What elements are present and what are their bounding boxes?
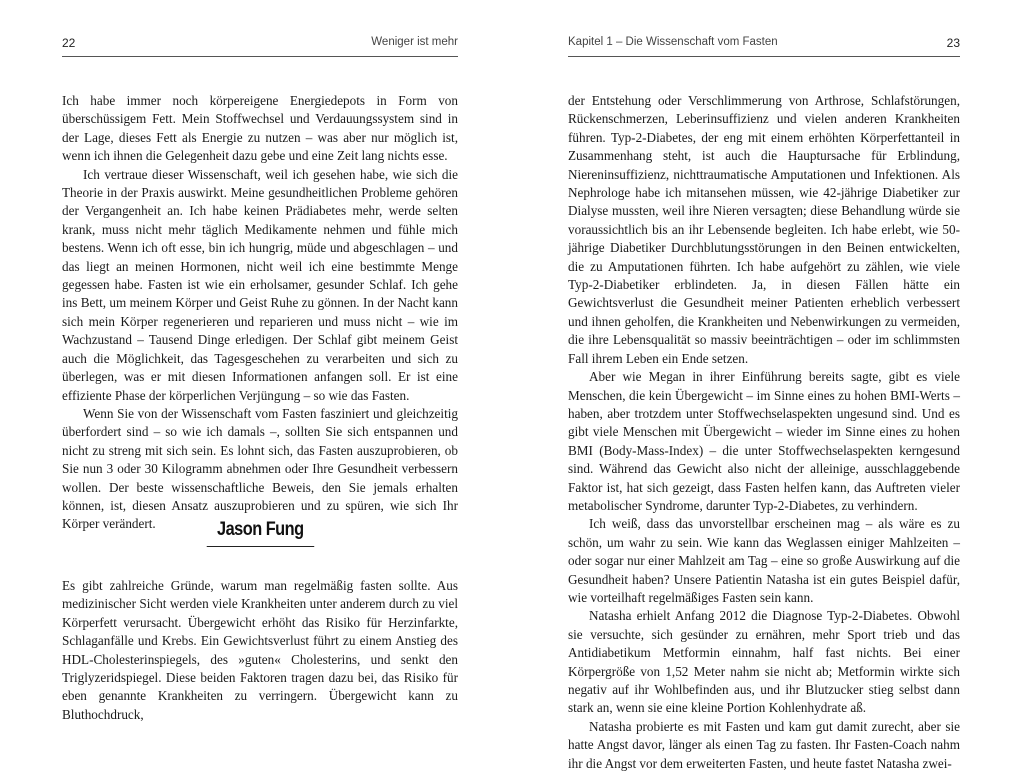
running-title: Weniger ist mehr: [371, 36, 458, 48]
paragraph: Wenn Sie von der Wissenschaft vom Fasten fasziniert und gleichzeitig überfordert sind – so wie ich damals –, sollten Sie sich entspannen und nicht zu streng mit sich sein. Es lohnt sich, das Fasten auszuprobieren, ob Sie nun 3 oder 30 Kilogramm abnehmen oder Ihre Gesundheit verbessern wollen. Der beste wissenschaftliche Beweis, den Sie jemals erhalten können, ist, diesen Ansatz auszuprobieren und zu spüren, wie sich Ihr Körper verändert.: [62, 405, 458, 532]
page-number: 23: [946, 36, 960, 50]
body-text: [62, 92, 458, 534]
paragraph: Aber wie Megan in ihrer Einführung bereits sagte, gibt es viele Menschen, die kein Übergewicht – im Sinne eines zu hohen BMI-Werts – haben, aber trotzdem unter Stoffwechselaspekten ungesund sind. Und es gibt viele Menschen mit Übergewicht – wieder im Sinne eines zu hohen BMI (Body-Mass-Index) – die unter Stoffwechselaspekten kerngesund sind. Während das Gewicht also nicht der alleinige, ausschlaggebende Faktor ist, hat sich gezeigt, dass Fasten helfen kann, das Auftreten vieler metabolischer Syndrome, darunter Typ-2-Diabetes, zu verhindern.: [568, 369, 960, 513]
paragraph: Ich weiß, dass das unvorstellbar erscheinen mag – als wäre es zu schön, um wahr zu sein. Wie kann das Weglassen einiger Mahlzeiten – oder sogar nur einer Mahlzeit am Tag – eine so große Auswirkung auf die Gesundheit haben? Unsere Patientin Natasha ist ein gutes Beispiel dafür, wie vorteilhaft regelmäßiges Fasten sein kann.: [568, 516, 960, 605]
running-title: Kapitel 1 – Die Wissenschaft vom Fasten: [568, 36, 778, 48]
section-heading: [62, 519, 458, 547]
running-head: [62, 36, 458, 52]
paragraph: Natasha erhielt Anfang 2012 die Diagnose Typ-2-Diabetes. Obwohl sie versuchte, sich gesünder zu ernähren, mehr Sport trieb und das Antidiabetikum Metformin einnahm, half fast nichts. Bei einer Körpergröße von 1,52 Meter nahm sie nicht ab; Metformin wirkte sich negativ auf ihr Wohlbefinden aus, und ihr Blutzucker stieg selbst dann stark an, wenn sie eine kleine Portion Kohlenhydrate aß.: [568, 608, 960, 716]
header-rule: [568, 56, 960, 57]
paragraph: Natasha probierte es mit Fasten und kam gut damit zurecht, aber sie hatte Angst davor, länger als einen Tag zu fasten. Ihr Fasten-Coach nahm ihr die Angst vor dem erweiterten Fasten, und heute fastet Natasha zwei-: [568, 718, 960, 771]
body-text: [62, 577, 458, 724]
paragraph: Es gibt zahlreiche Gründe, warum man regelmäßig fasten sollte. Aus medizinischer Sicht werden viele Krankheiten unter anderem durch zu viel Körperfett verursacht. Übergewicht erhöht das Risiko für Herzinfarkte, Schlaganfälle und Krebs. Ein Gewichtsverlust führt zu einem Anstieg des HDL-Cholesterinspiegels, des »guten« Cholesterins, und senkt den Triglyzeridspiegel. Diese beiden Faktoren tragen dazu bei, das Risiko für eben genannte Krankheiten zu verringern. Übergewicht kann zu Bluthochdruck,: [62, 578, 458, 722]
paragraph: der Entstehung oder Verschlimmerung von Arthrose, Schlafstörungen, Rückenschmerzen, Leberinsuffizienz und vielen anderen Krankheiten führen. Typ-2-Diabetes, der eng mit einem erhöhten Körperfettanteil in Zusammenhang steht, ist auch die Hauptursache für Erblindung, Niereninsuffizienz, nichttraumatische Amputationen und Infektionen. Als Nephrologe habe ich mitansehen müssen, wie 42-jährige Diabetiker zur Dialyse mussten, weil ihre Nieren versagten; diese Behandlung würde sie voraussichtlich bis an ihr Lebensende begleiten. Ich habe erlebt, wie 50-jährige Diabetiker Durchblutungsstörungen in den Beinen entwickelten, die zu Amputationen führten. Ich habe aufgehört zu zählen, wie viele Typ-2-Diabetiker erblindeten. Ja, in diesen Fällen hätte ein Gewichtsverlust die Gesundheit meiner Patienten erheblich verbessert und ihnen geholfen, die Krankheiten und Nebenwirkungen zu vermeiden, die ihre Lebensqualität so massiv beeinträchtigen – oder im schlimmsten Fall ihrem Leben ein Ende setzen.: [568, 93, 960, 366]
header-rule: [62, 56, 458, 57]
body-text: [568, 92, 960, 773]
page-number: 22: [62, 36, 76, 50]
paragraph: Ich habe immer noch körpereigene Energiedepots in Form von überschüssigem Fett. Mein Stoffwechsel und Verdauungssystem sind in der Lage, dieses Fett als Energie zu nutzen – was aber nur möglich ist, wenn ich ihnen die Gelegenheit dazu gebe und eine Zeit lang nichts esse.: [62, 93, 458, 164]
section-title: Jason Fung: [206, 519, 313, 547]
running-head: [568, 36, 960, 52]
paragraph: Ich vertraue dieser Wissenschaft, weil ich gesehen habe, wie sich die Theorie in der Praxis auswirkt. Meine gesundheitlichen Probleme gehören der Vergangenheit an. Ich habe keinen Prädiabetes mehr, werde selten krank, muss nicht mehr täglich Medikamente nehmen und fühle mich bestens. Wenn ich oft esse, bin ich hungrig, müde und abgeschlagen – und das liegt an meinen Hormonen, nicht weil ich eine bestimmte Menge gegessen habe. Fasten ist wie ein erholsamer, gesunder Schlaf. Ich gehe ins Bett, um meinem Körper und Geist Ruhe zu gönnen. In der Nacht kann sich mein Körper regenerieren und reparieren und muss nicht – wie im Wachzustand – Tausend Dinge erledigen. Der Schlaf gibt meinem Geist auch die Möglichkeit, das Tagesgeschehen zu verarbeiten und sich zu überlegen, was er mit diesen Informationen anfangen soll. Er ist eine effiziente Phase der körperlichen Verjüngung – so wie das Fasten.: [62, 166, 458, 403]
